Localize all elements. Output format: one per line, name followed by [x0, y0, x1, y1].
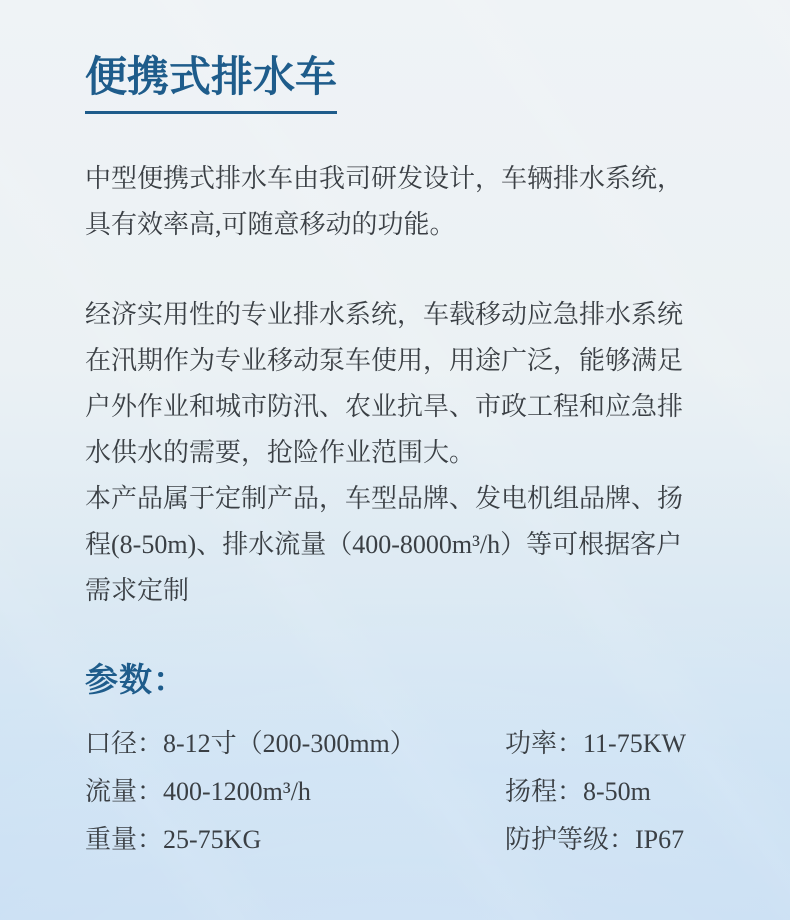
spec-value: IP67 [635, 824, 685, 854]
spec-value: 400-1200m³/h [163, 776, 311, 806]
spec-label: 防护等级： [505, 824, 636, 854]
page-title [85, 54, 710, 114]
spec-label: 重量： [85, 824, 164, 854]
spec-row-weight [85, 816, 505, 864]
description-block [85, 292, 710, 614]
specs-column-right [505, 720, 710, 864]
params-heading: 参数： [85, 663, 187, 700]
spec-row-protection [505, 816, 710, 864]
spec-label: 功率： [505, 728, 584, 758]
description-paragraph: 经济实用性的专业排水系统，车载移动应急排水系统在汛期作为专业移动泵车使用，用途广泛，能够满足户外作业和城市防汛、农业抗旱、市政工程和应急排水供水的需要，抢险作业范围大。 [85, 300, 684, 468]
intro-paragraph: 中型便携式排水车由我司研发设计，车辆排水系统，具有效率高,可随意移动的功能。 [85, 164, 684, 240]
spec-value: 8-50m [583, 776, 651, 806]
spec-row-diameter [85, 720, 505, 768]
spec-value: 8-12寸（200-300mm） [163, 728, 416, 758]
spec-label: 扬程： [505, 776, 584, 806]
spec-row-power [505, 720, 710, 768]
page-title-text: 便携式排水车 [85, 54, 337, 114]
spec-value: 25-75KG [163, 824, 262, 854]
specs-column-left [85, 720, 505, 864]
specs-grid [85, 720, 710, 864]
spec-value: 11-75KW [583, 728, 687, 758]
spec-row-head [505, 768, 710, 816]
spec-label: 流量： [85, 776, 164, 806]
customization-paragraph: 本产品属于定制产品，车型品牌、发电机组品牌、扬程(8-50m)、排水流量（400-8000m³/h）等可根据客户需求定制 [85, 484, 684, 606]
spec-row-flow [85, 768, 505, 816]
spec-label: 口径： [85, 728, 164, 758]
